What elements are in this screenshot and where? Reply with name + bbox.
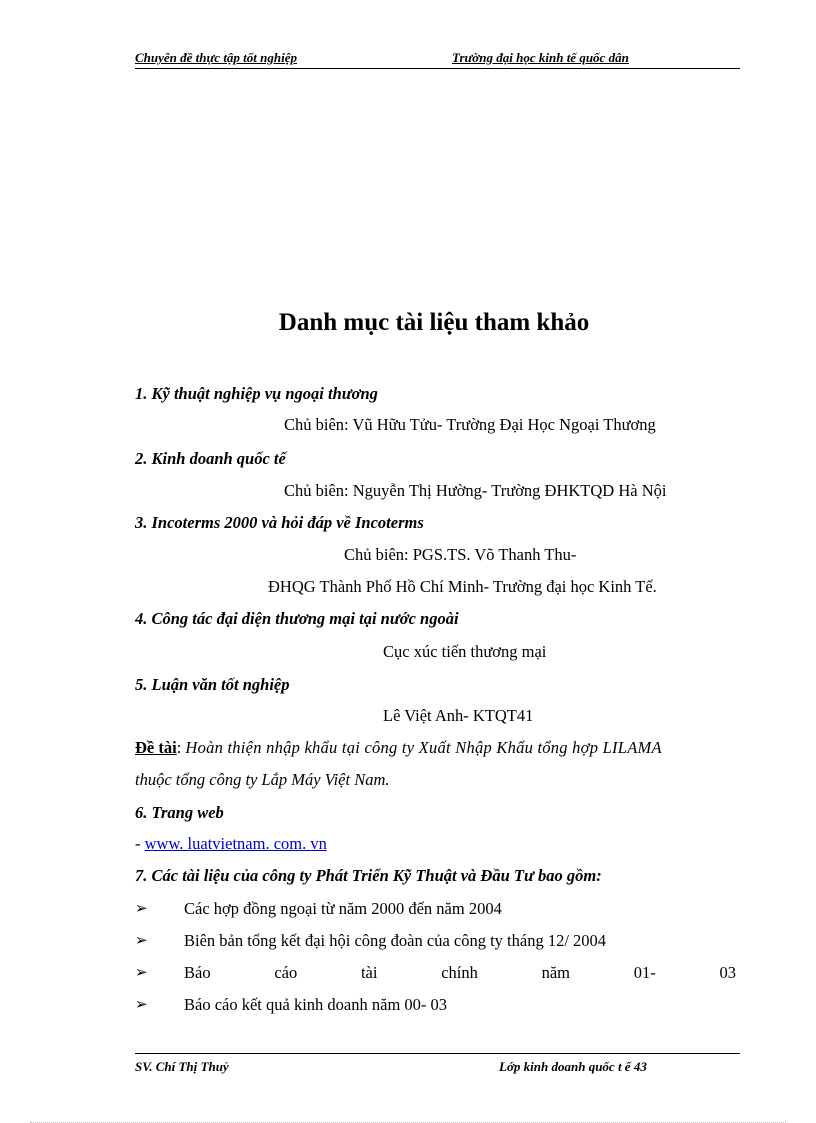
footer-left: SV. Chí Thị Thuỷ: [135, 1059, 229, 1074]
section-heading-6: 6. Trang web: [135, 803, 224, 822]
section-3-line-1: Chủ biên: PGS.TS. Võ Thanh Thu-: [344, 545, 577, 564]
arrow-bullet-icon: ➢: [135, 933, 148, 949]
thesis-title-part-1: Hoàn thiện nhập khẩu tại công ty Xuất Nhập Khẩu tổng hợp LILAMA: [185, 738, 662, 757]
section-1-line-1: Chủ biên: Vũ Hữu Tửu- Trường Đại Học Ngoại Thương: [284, 415, 656, 434]
thesis-line-2: thuộc tổng công ty Lắp Máy Việt Nam.: [135, 770, 390, 789]
header-left: Chuyên đề thực tập tốt nghiệp: [135, 50, 297, 65]
header-right: Trường đại học kinh tế quốc dân: [452, 50, 629, 65]
doc-item-3-word: năm: [541, 963, 571, 982]
header-rule: [135, 68, 740, 69]
section-heading-4: 4. Công tác đại diện thương mại tại nước ngoài: [135, 609, 459, 628]
thesis-colon: :: [176, 738, 182, 757]
doc-item-3-word: tài: [360, 963, 378, 982]
section-5-line-1: Lê Việt Anh- KTQT41: [383, 706, 534, 725]
arrow-bullet-icon: ➢: [135, 901, 148, 917]
arrow-bullet-icon: ➢: [135, 997, 148, 1013]
footer-rule: [135, 1053, 740, 1054]
section-heading-2: 2. Kinh doanh quốc tế: [135, 449, 286, 468]
thesis-line-1: [135, 738, 662, 758]
section-heading-5: 5. Luận văn tốt nghiệp: [135, 675, 290, 694]
section-4-line-1: Cục xúc tiến thương mại: [383, 642, 547, 661]
doc-item-4: Báo cáo kết quả kinh doanh năm 00- 03: [184, 995, 448, 1014]
section-heading-3: 3. Incoterms 2000 và hỏi đáp về Incoterms: [135, 513, 424, 532]
doc-item-3-word: cáo: [274, 963, 298, 982]
web-link[interactable]: www. luatvietnam. com. vn: [144, 834, 327, 853]
page-title: Danh mục tài liệu tham khảo: [278, 309, 590, 336]
footer-right: Lớp kinh doanh quốc t ế 43: [499, 1059, 647, 1074]
arrow-bullet-icon: ➢: [135, 965, 148, 981]
doc-item-3-word: 01-: [633, 963, 656, 982]
section-heading-7: 7. Các tài liệu của công ty Phát Triển Kỹ Thuật và Đầu Tư bao gồm:: [135, 866, 602, 885]
thesis-label: Đề tài: [135, 738, 177, 757]
doc-item-3-word: Báo: [184, 963, 211, 982]
doc-item-3-word: chính: [441, 963, 478, 982]
section-2-line-1: Chủ biên: Nguyễn Thị Hường- Trường ĐHKTQD Hà Nội: [284, 481, 667, 500]
web-prefix: -: [135, 834, 145, 853]
doc-item-1: Các hợp đồng ngoại từ năm 2000 đến năm 2004: [184, 899, 502, 918]
doc-item-3-word: 03: [719, 963, 736, 982]
doc-item-2: Biên bản tổng kết đại hội công đoàn của công ty tháng 12/ 2004: [184, 931, 607, 950]
section-3-line-2: ĐHQG Thành Phố Hồ Chí Minh- Trường đại học Kinh Tế.: [268, 577, 657, 596]
section-heading-1: 1. Kỹ thuật nghiệp vụ ngoại thương: [135, 384, 378, 403]
doc-item-3: [184, 963, 736, 983]
web-line: [135, 834, 327, 854]
